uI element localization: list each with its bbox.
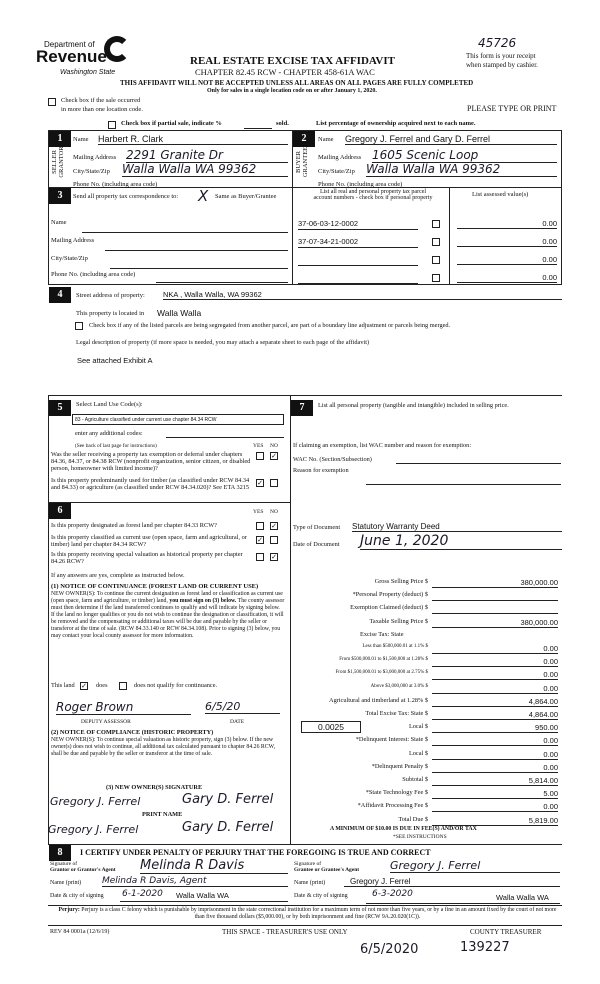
- fee-value-field[interactable]: 4,864.00: [432, 697, 558, 707]
- correspondence-name-label: Name: [51, 219, 67, 226]
- date-label: DATE: [230, 719, 245, 725]
- notice-2-body: NEW OWNER(S): To continue special valuation as historic property, sign (3) below. If the new owner(s) does not wish to continue, all additional tax calculated pursuant to chapter 84.26 RCW, shall be due and payable by the seller or transferor at the time of sale.: [51, 737, 276, 757]
- see-instructions: *SEE INSTRUCTIONS: [393, 834, 447, 840]
- form-title: REAL ESTATE EXCISE TAX AFFIDAVIT: [190, 55, 395, 67]
- parcel-number-field[interactable]: [298, 255, 418, 266]
- fee-value-field[interactable]: 5.00: [432, 789, 558, 799]
- parcel-header-1: List all real and personal property tax parcel: [319, 189, 427, 195]
- fee-value-field[interactable]: 0.00: [432, 750, 558, 760]
- grantor-date-city-label: Date & city of signing: [50, 893, 104, 899]
- seller-side-label-1: SELLER: [51, 150, 58, 174]
- fee-label: Gross Selling Price $: [374, 578, 428, 585]
- grantee-sig-label-1: Signature of: [294, 861, 322, 867]
- fee-value-field[interactable]: 0.00: [432, 670, 558, 680]
- exemption-intro: If claiming an exemption, list WAC number and reason for exemption:: [293, 442, 472, 449]
- logo-sub: Washington State: [60, 69, 116, 76]
- section-6-number: 6: [49, 503, 71, 519]
- signature-title: (3) NEW OWNER(S) SIGNATURE: [106, 784, 203, 791]
- fee-label: Exemption Claimed (deduct) $: [350, 604, 428, 611]
- fee-label: *Personal Property (deduct) $: [352, 591, 428, 598]
- doc-date-field[interactable]: June 1, 2020: [360, 533, 562, 550]
- section-4-number: 4: [49, 287, 71, 303]
- section-3-number: 3: [49, 188, 71, 204]
- buyer-side-label-2: GRANTEE: [302, 146, 309, 178]
- personal-property-checkbox[interactable]: [432, 220, 440, 228]
- does-not-qualify-checkbox[interactable]: [119, 682, 127, 690]
- owner-print-1[interactable]: Gregory J. Ferrel: [48, 823, 139, 836]
- buyer-city-label: City/State/Zip: [318, 168, 355, 175]
- correspondence-city-label: City/State/Zip: [51, 255, 88, 262]
- fee-label: Local $: [408, 750, 428, 757]
- fee-value-field[interactable]: 4,864.00: [432, 710, 558, 720]
- grantee-date[interactable]: 6-3-2020: [372, 889, 413, 899]
- same-as-buyer-label: Same as Buyer/Grantee: [215, 193, 277, 200]
- partial-sale-label: Check box if partial sale, indicate %: [121, 120, 222, 127]
- print-name-label: PRINT NAME: [142, 811, 183, 818]
- stamp-number: 45726: [478, 36, 517, 50]
- seller-mailing-field[interactable]: 2291 Granite Dr: [126, 148, 288, 163]
- parcel-header: [298, 189, 448, 201]
- assessed-value-field[interactable]: 0.00: [457, 255, 557, 265]
- s6-question-1: Is this property designated as forest land per chapter 84.33 RCW?: [51, 522, 217, 529]
- see-back-label: (See back of last page for instructions): [75, 443, 157, 449]
- fee-label: Above $3,000,000 at 3.0% $: [370, 684, 428, 689]
- located-label: This property is located in: [76, 310, 145, 317]
- section-2-number: 2: [293, 131, 315, 147]
- grantor-sig-label: [50, 862, 116, 873]
- grantee-sig-label-2: Grantee or Grantee's Agent: [294, 866, 360, 873]
- receipt-note-1: This form is your receipt: [466, 52, 536, 60]
- please-print: PLEASE TYPE OR PRINT: [467, 104, 557, 113]
- buyer-side-label-1: BUYER: [295, 150, 302, 174]
- form-only-for: Only for sales in a single location code on or after January 1, 2020.: [207, 88, 377, 94]
- fee-value-field[interactable]: 380,000.00: [432, 618, 558, 628]
- if-yes-note: If any answers are yes, complete as instructed below.: [51, 572, 185, 579]
- seller-city-field[interactable]: Walla Walla WA 99362: [122, 162, 288, 177]
- segregated-checkbox[interactable]: [75, 322, 83, 330]
- multi-location-label-2: in more than one location code.: [61, 106, 143, 113]
- personal-property-label: List all personal property (tangible and intangible) included in selling price.: [318, 402, 509, 409]
- grantee-date-city-label: Date & city of signing: [294, 893, 348, 899]
- fee-value-field[interactable]: 0.00: [432, 657, 558, 667]
- multi-location-checkbox[interactable]: [48, 98, 56, 106]
- parcel-header-2: account numbers - check box if personal property: [313, 195, 433, 201]
- seller-name-field[interactable]: Harbert R. Clark: [98, 134, 288, 145]
- perjury-label: Perjury:: [58, 907, 80, 913]
- this-land-label: This land: [51, 682, 75, 689]
- fee-label: Taxable Selling Price $: [369, 618, 428, 625]
- grantor-name-label: Name (print): [50, 880, 82, 886]
- ownership-note: List percentage of ownership acquired next to each name.: [316, 120, 476, 127]
- form-warning: THIS AFFIDAVIT WILL NOT BE ACCEPTED UNLESS ALL AREAS ON ALL PAGES ARE FULLY COMPLETED: [120, 79, 474, 87]
- fee-label: Total Excise Tax: State $: [365, 710, 428, 717]
- seller-side-label: [51, 142, 65, 182]
- divider: [48, 905, 562, 906]
- land-use-code-field[interactable]: 83 - Agriculture classified under current use chapter 84.34 RCW: [72, 414, 284, 425]
- fee-label: *Delinquent Penalty $: [371, 763, 428, 770]
- deputy-assessor-label: DEPUTY ASSESSOR: [81, 719, 131, 725]
- fee-value-field[interactable]: 0.00: [432, 802, 558, 812]
- assessed-value-field[interactable]: 0.00: [457, 273, 557, 283]
- buyer-city-field[interactable]: Walla Walla WA 99362: [366, 162, 557, 177]
- divider: [48, 395, 562, 396]
- s6-question-2: Is this property classified as current use (open space, farm and agricultural, or timber) land per chapter 84.34 RCW?: [51, 534, 247, 548]
- reason-field[interactable]: [366, 484, 561, 485]
- s5-question-2: Is this property predominantly used for timber (as classified under RCW 84.34 and 84.33) or agriculture (as classified under RCW 84.34.020)? See ETA 3215: [51, 477, 250, 491]
- fee-label: From $1,500,000.01 to $3,000,000 at 2.75% $: [335, 670, 428, 675]
- grantor-date[interactable]: 6-1-2020: [122, 889, 163, 899]
- seller-side-label-2: GRANTOR: [58, 146, 65, 178]
- notice-1-bold: you must sign on (3) below.: [169, 598, 237, 604]
- buyer-mailing-label: Mailing Address: [318, 154, 362, 161]
- section-1-number: 1: [49, 131, 71, 147]
- section-5-number: 5: [49, 400, 71, 416]
- correspondence-mailing-field[interactable]: [105, 250, 288, 251]
- same-as-buyer-checkbox[interactable]: X: [198, 187, 209, 205]
- fee-label: From $500,000.01 to $1,500,000 at 1.28% $: [339, 657, 428, 662]
- notice-1-title: (1) NOTICE OF CONTINUANCE (FOREST LAND OR CURRENT USE): [51, 583, 259, 590]
- fee-label: Local $: [408, 723, 428, 730]
- grantee-sig-label: [294, 862, 359, 873]
- s5-q1-yes-checkbox[interactable]: [256, 452, 264, 460]
- correspondence-mailing-label: Mailing Address: [51, 237, 95, 244]
- assessor-signature[interactable]: Roger Brown: [56, 700, 191, 715]
- reason-label: Reason for exemption: [293, 467, 349, 474]
- additional-codes-label: enter any additional codes:: [75, 430, 143, 437]
- assessed-value-field[interactable]: 0.00: [457, 219, 557, 229]
- buyer-mailing-field[interactable]: 1605 Scenic Loop: [372, 148, 557, 163]
- county-treasurer: COUNTY TREASURER: [470, 928, 542, 936]
- fee-value-field[interactable]: [432, 591, 558, 601]
- grantor-sig-label-2: Grantor or Grantor's Agent: [50, 866, 116, 873]
- segregated-label: Check box if any of the listed parcels are being segregated from another parcel, are part of a boundary line adjustment or parcels being merged.: [89, 322, 451, 329]
- divider: [48, 925, 562, 926]
- fee-label: Excise Tax: State: [360, 631, 404, 638]
- notice-1-body-b: The county assessor must then determine if the land transferred continues to qualify and will indicate by signing below. If the land no longer qualifies or you do not wish to continue the designation or classification, it will be removed and the compensating or additional taxes will be due and payable by the seller or transferor at the time of sale. (RCW 84.33.140 or RCW 84.34.108). Prior to signing (3) below, you may contact your local county assessor for more information.: [51, 598, 285, 639]
- fee-label: Subtotal $: [402, 776, 428, 783]
- perjury-text: Perjury is a class C felony which is punishable by imprisonment in the state correctional institution for a maximum term of not more than five years, or by a fine in an amount fixed by the court of not more than five thousand dollars ($5,000.00), or by both imprisonment and fine (RCW 9A.20.020(1C)).: [81, 907, 557, 920]
- s5-q1-no-checkbox[interactable]: ✓: [271, 452, 277, 460]
- land-use-label: Select Land Use Code(s):: [76, 401, 143, 408]
- buyer-phone-label: Phone No. (including area code): [318, 181, 403, 188]
- doc-type-field[interactable]: Statutory Warranty Deed: [352, 522, 562, 532]
- value-header: List assessed value(s): [472, 191, 529, 198]
- seller-name-label: Name: [73, 136, 89, 143]
- correspondence-phone-label: Phone No. (including area code): [51, 271, 136, 278]
- fee-label: Agricultural and timberland at 1.28% $: [329, 697, 428, 704]
- fee-label: Less than $500,000.01 at 1.1% $: [362, 644, 428, 649]
- partial-percent-field[interactable]: [244, 128, 272, 129]
- fee-value-field[interactable]: [432, 604, 558, 614]
- s6-q3-yes-checkbox[interactable]: [256, 553, 264, 561]
- buyer-side-label: [295, 142, 309, 182]
- grantee-date-line: [366, 903, 560, 904]
- s6-no-header: NO: [270, 509, 278, 515]
- legal-description: See attached Exhibit A: [77, 356, 153, 365]
- certify-statement: I CERTIFY UNDER PENALTY OF PERJURY THAT THE FOREGOING IS TRUE AND CORRECT: [80, 848, 431, 857]
- does-qualify-checkbox[interactable]: ✓: [81, 682, 87, 690]
- s6-q1-yes-checkbox[interactable]: [256, 522, 264, 530]
- seller-mailing-label: Mailing Address: [73, 154, 117, 161]
- perjury-notice: [55, 907, 560, 921]
- divider: [48, 502, 290, 503]
- doc-type-label: Type of Document: [293, 524, 341, 531]
- logo-main: Revenue: [36, 47, 107, 66]
- seller-city-label: City/State/Zip: [73, 168, 110, 175]
- divider: [48, 395, 49, 845]
- fee-value-field[interactable]: 5,819.00: [432, 816, 558, 826]
- s5-q2-no-checkbox[interactable]: [270, 479, 278, 487]
- does-not-label: does not qualify for continuance.: [134, 682, 218, 689]
- buyer-name-field[interactable]: Gregory J. Ferrel and Gary D. Ferrel: [345, 134, 557, 145]
- s6-yes-header: YES: [253, 509, 264, 515]
- fee-value-field[interactable]: 0.00: [432, 644, 558, 654]
- logo-top: Department of: [44, 40, 95, 49]
- send-to-label: Send all property tax correspondence to:: [73, 193, 179, 200]
- correspondence-city-field[interactable]: [110, 268, 288, 269]
- divider: [449, 187, 450, 285]
- local-rate-field[interactable]: 0.0025: [301, 721, 361, 733]
- parcel-number-field[interactable]: 37-07-34-21-0002: [298, 237, 418, 248]
- grantor-date-line: [120, 901, 288, 902]
- doc-date-label: Date of Document: [293, 541, 340, 548]
- form-chapter: CHAPTER 82.45 RCW - CHAPTER 458-61A WAC: [195, 67, 375, 77]
- legal-label: Legal description of property (if more space is needed, you may attach a separate sheet to each page of the affidavit): [76, 339, 370, 346]
- notice-1-body: [51, 591, 285, 640]
- personal-property-checkbox[interactable]: [432, 238, 440, 246]
- grantor-name-field[interactable]: Melinda R Davis, Agent: [102, 876, 288, 887]
- fee-label: Total Due $: [398, 816, 428, 823]
- seller-phone-label: Phone No. (including area code): [73, 181, 158, 188]
- grantor-sig-label-1: Signature of: [50, 861, 78, 867]
- notice-2-title: (2) NOTICE OF COMPLIANCE (HISTORIC PROPERTY): [51, 729, 214, 736]
- additional-codes-field[interactable]: [166, 437, 284, 438]
- fee-value-field[interactable]: 380,000.00: [432, 578, 558, 588]
- s5-question-1: Was the seller receiving a property tax exemption or deferral under chapters 84.36, 84.37, or 84.38 RCW (nonprofit organization, senior citizen, or disabled person, homeowner with limited income)?: [51, 451, 251, 472]
- buyer-name-label: Name: [318, 136, 334, 143]
- divider: [292, 130, 293, 285]
- located-value: Walla Walla: [157, 308, 202, 318]
- grantee-city[interactable]: Walla Walla WA: [496, 893, 549, 902]
- parcel-number-field[interactable]: 37-06-03-12-0002: [298, 219, 418, 230]
- fee-value-field[interactable]: 0.00: [432, 763, 558, 773]
- fee-value-field[interactable]: 950.00: [432, 723, 558, 733]
- seller-phone-field[interactable]: [180, 187, 288, 188]
- fee-value-field[interactable]: 0.00: [432, 736, 558, 746]
- stamp-date: 6/5/2020: [360, 942, 419, 957]
- owner-signature-2[interactable]: Gary D. Ferrel: [182, 792, 274, 807]
- street-field[interactable]: NKA , Walla Walla, WA 99362: [163, 290, 562, 300]
- owner-signature-1[interactable]: Gregory J. Ferrel: [50, 795, 141, 808]
- wac-label: WAC No. (Section/Subsection): [293, 456, 372, 463]
- s6-q2-no-checkbox[interactable]: [270, 536, 278, 544]
- assessor-date[interactable]: 6/5/20: [205, 700, 280, 714]
- grantor-city[interactable]: Walla Walla WA: [176, 891, 229, 900]
- personal-property-checkbox[interactable]: [432, 256, 440, 264]
- fee-label: *Affidavit Processing Fee $: [357, 802, 428, 809]
- form-id: REV 84 0001a (12/6/19): [50, 929, 110, 935]
- grantee-name-label: Name (print): [294, 880, 326, 886]
- correspondence-phone-field[interactable]: [156, 282, 288, 283]
- s6-q2-yes-checkbox[interactable]: ✓: [257, 536, 263, 544]
- no-header: NO: [270, 443, 278, 449]
- parcel-number-field[interactable]: [298, 273, 418, 284]
- grantor-signature[interactable]: Melinda R Davis: [140, 858, 288, 874]
- notice-1-body-a: NEW OWNER(S): To continue the current designation as forest land or classification as current use (open space, farm and agriculture, or timber) land,: [51, 591, 283, 604]
- minimum-note: A MINIMUM OF $10.00 IS DUE IN FEE(S) AND/OR TAX: [330, 826, 477, 832]
- s6-question-3: Is this property receiving special valuation as historical property per chapter 84.26 RCW?: [51, 551, 243, 565]
- revenue-logo-icon: [104, 36, 130, 62]
- grantee-signature[interactable]: Gregory J. Ferrel: [390, 859, 560, 873]
- section-8-number: 8: [49, 845, 71, 861]
- sold-label: sold.: [276, 120, 289, 127]
- fee-value-field[interactable]: 5,814.00: [432, 776, 558, 786]
- yes-header: YES: [253, 443, 264, 449]
- fee-label: *State Technology Fee $: [365, 789, 428, 796]
- receipt-note-2: when stamped by cashier.: [466, 61, 538, 69]
- assessed-value-field[interactable]: 0.00: [457, 237, 557, 247]
- street-label: Street address of property:: [76, 292, 145, 299]
- correspondence-name-field[interactable]: [82, 232, 288, 233]
- divider: [48, 844, 562, 845]
- multi-location-label-1: Check box if the sale occurred: [61, 97, 141, 104]
- stamp-receipt: 139227: [460, 940, 510, 955]
- does-label: does: [96, 682, 108, 689]
- fee-value-field[interactable]: 0.00: [432, 684, 558, 694]
- s6-q1-no-checkbox[interactable]: ✓: [271, 522, 277, 530]
- grantee-name-field[interactable]: Gregory J. Ferrel: [344, 877, 560, 887]
- partial-sale-checkbox[interactable]: [108, 121, 116, 129]
- s6-q3-no-checkbox[interactable]: ✓: [271, 553, 277, 561]
- buyer-phone-field[interactable]: [437, 187, 557, 188]
- owner-print-2[interactable]: Gary D. Ferrel: [182, 820, 274, 835]
- section-7-number: 7: [291, 400, 313, 416]
- personal-property-checkbox[interactable]: [432, 274, 440, 282]
- s5-q2-yes-checkbox[interactable]: ✓: [257, 479, 263, 487]
- treasurer-use: THIS SPACE - TREASURER'S USE ONLY: [222, 928, 348, 936]
- fee-label: *Delinquent Interest: State $: [355, 736, 428, 743]
- wac-field[interactable]: [396, 463, 561, 464]
